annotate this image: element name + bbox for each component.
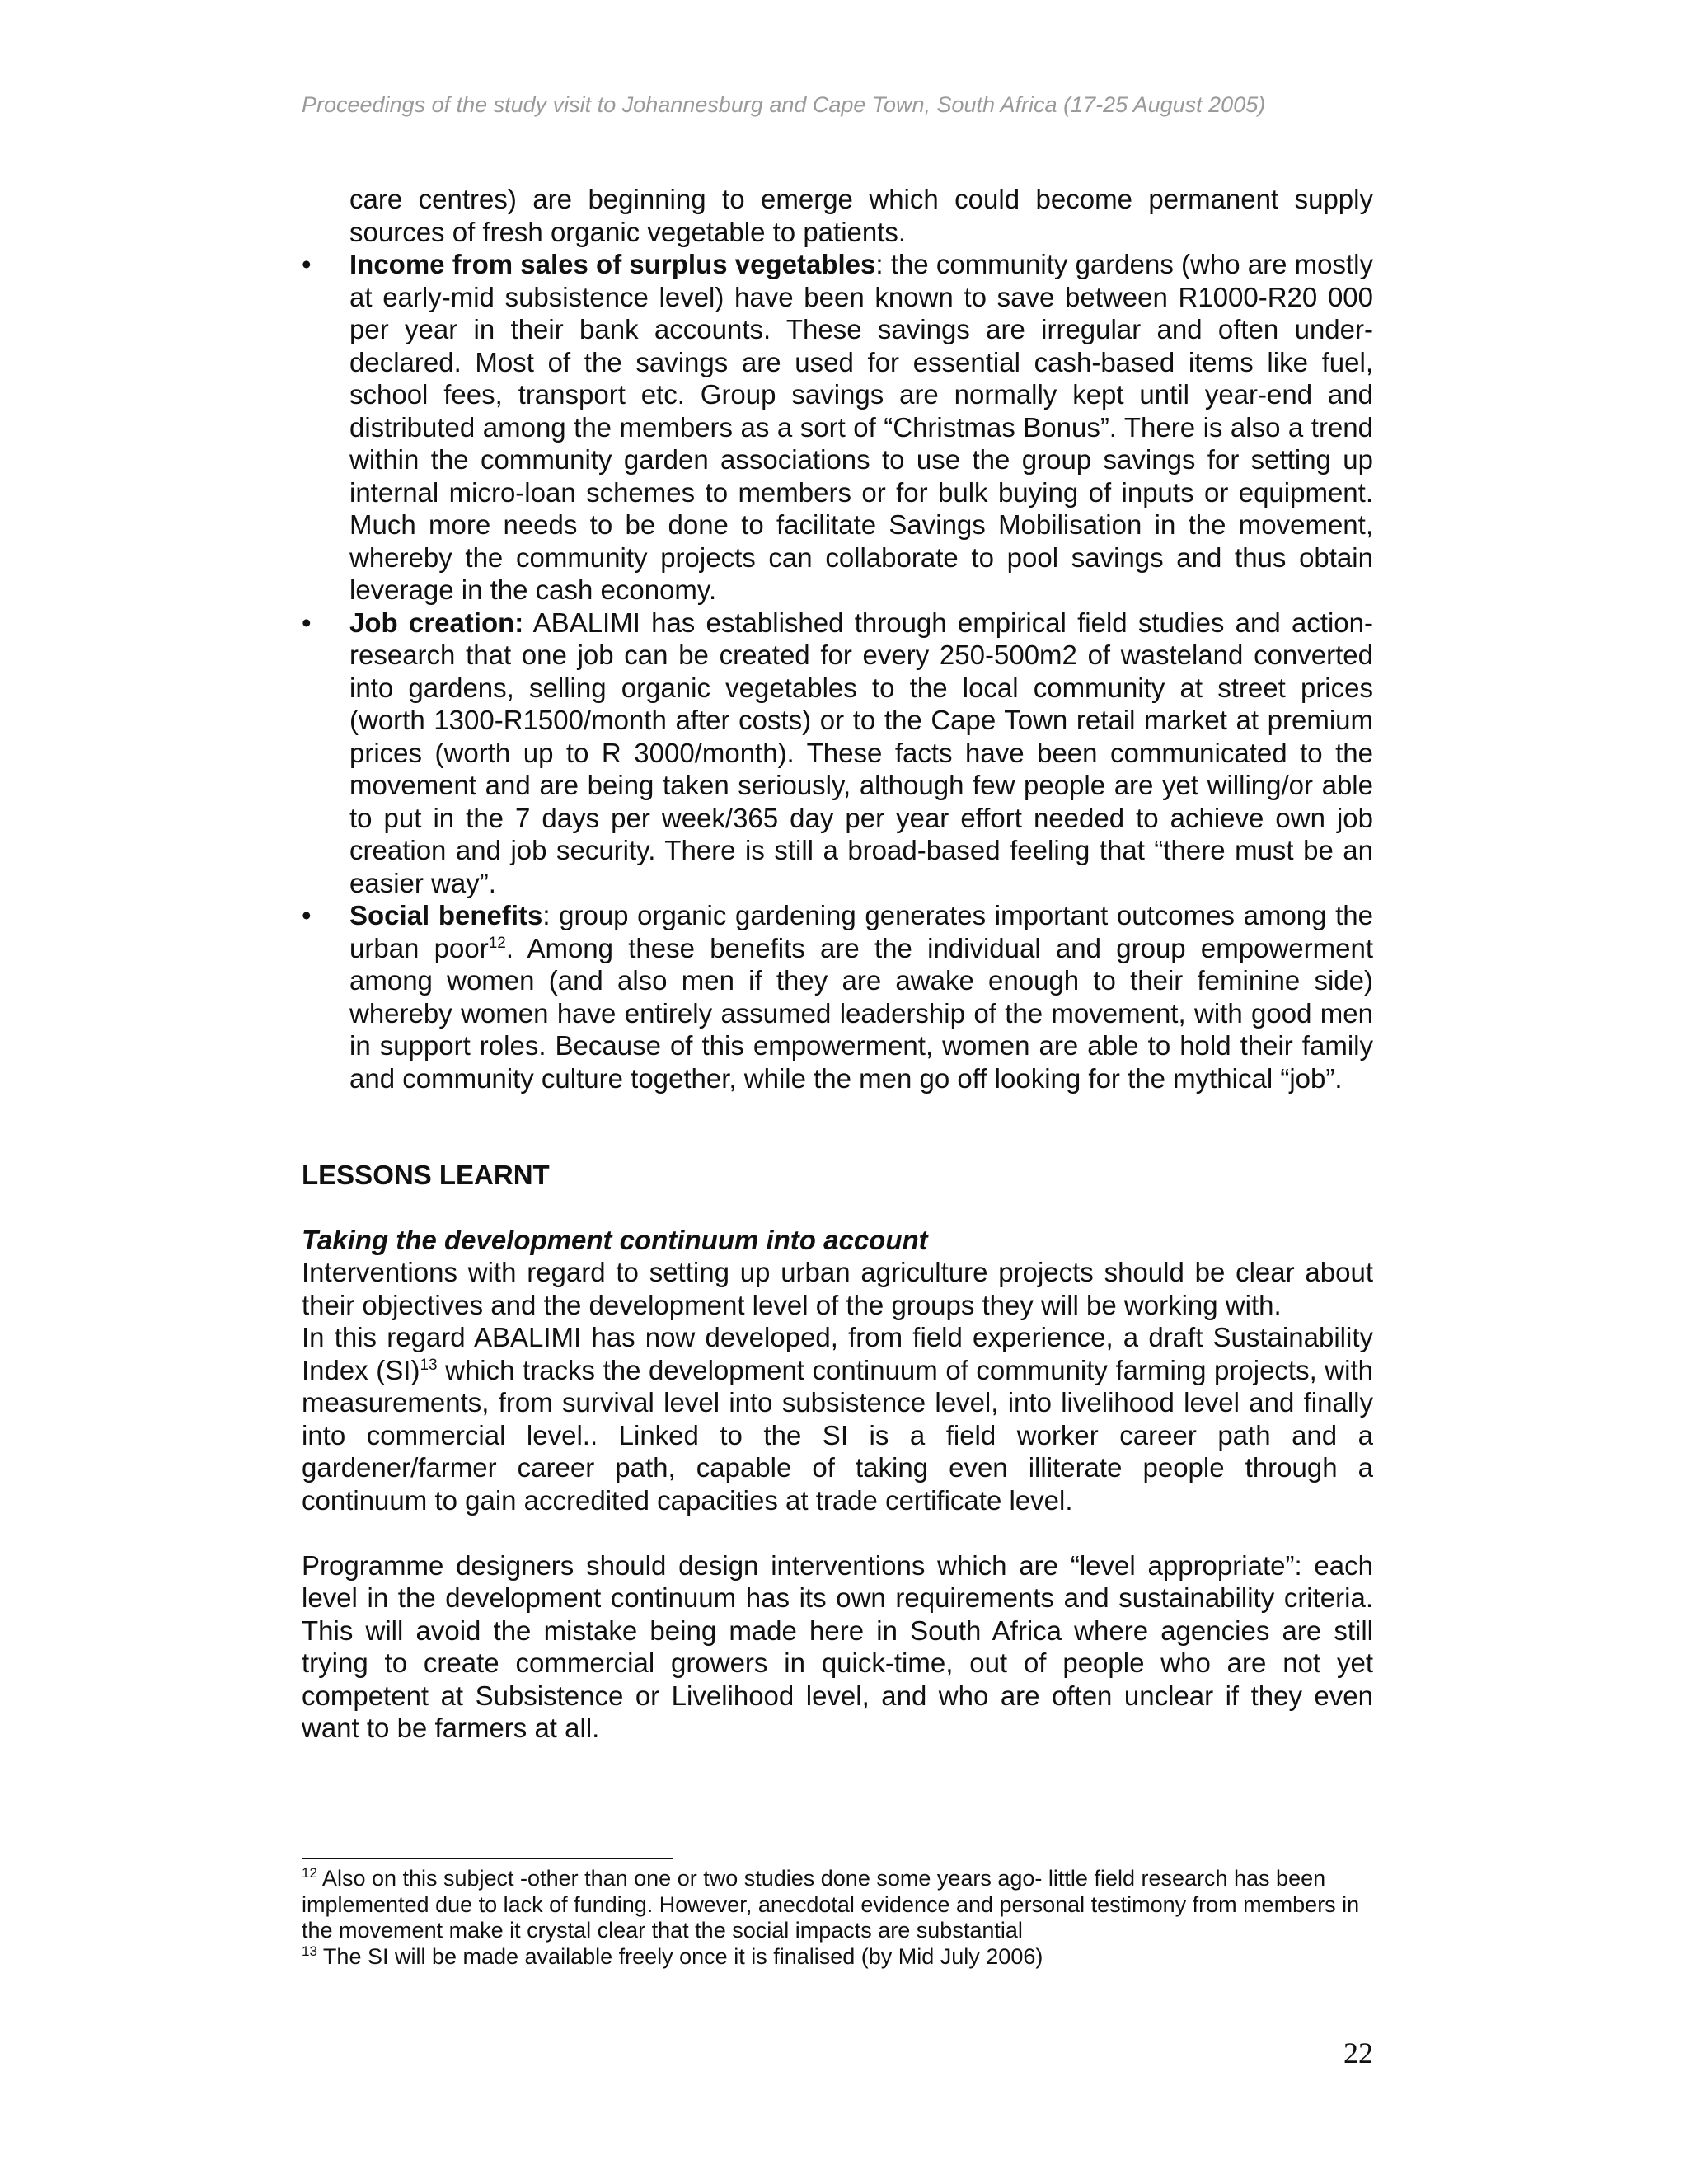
paragraph-gap xyxy=(302,1516,1373,1549)
footnote-text: The SI will be made available freely once it is finalised (by Mid July 2006) xyxy=(316,1943,1043,1969)
footnote-13 xyxy=(302,1944,1373,1971)
list-item-lead: Job creation: xyxy=(349,607,524,638)
bullet-icon: • xyxy=(302,249,312,279)
footnote-ref[interactable]: 13 xyxy=(420,1356,438,1374)
list-item-text: ABALIMI has established through empirical field studies and action-research that one job can be created for every 250-500m2 of wasteland converted into gardens, selling organic vegetables to the local community at street prices (worth 1300-R1500/month after costs) or to the Cape Town retail market at premium prices (worth up to R 3000/month). These facts have been communicated to the movement and are being taken seriously, although few people are yet willing/or able to put in the 7 days per week/365 day per year effort needed to achieve own job creation and job security. There is still a broad-based feeling that “there must be an easier way”. xyxy=(349,607,1373,898)
running-header: Proceedings of the study visit to Johannesburg and Cape Town, South Africa (17-25 August 2005) xyxy=(302,92,1266,117)
subheading: Taking the development continuum into account xyxy=(302,1224,928,1255)
body-content xyxy=(302,183,1373,1745)
continued-paragraph: care centres) are beginning to emerge which could become permanent supply sources of fresh organic vegetable to patients. xyxy=(349,184,1373,247)
list-item-income xyxy=(302,248,1373,607)
list-item-text-cont: . Among these benefits are the individual and group empowerment among women (and also men if they are awake enough to their feminine side) whereby women have entirely assumed leadership of the movement, with good men in support roles. Because of this empowerment, women are able to hold their family and community culture together, while the men go off looking for the mythical “job”. xyxy=(349,932,1373,1094)
list-item-social-benefits xyxy=(302,899,1373,1094)
footnote-number: 12 xyxy=(302,1865,317,1881)
footnote-separator xyxy=(302,1858,673,1859)
footnotes xyxy=(302,1866,1373,1970)
paragraph-sustainability-index xyxy=(302,1321,1373,1516)
footnote-12 xyxy=(302,1866,1373,1944)
list-item-lead: Income from sales of surplus vegetables xyxy=(349,249,876,279)
paragraph-text: In this regard ABALIMI has now developed, from field experience, a draft Sustainability Index (SI) xyxy=(302,1322,1373,1385)
paragraph-text-cont: which tracks the development continuum of community farming projects, with measurements, from survival level into subsistence level, into livelihood level and finally into commercial level.. Linked to the SI is a field worker career path and a gardener/farmer career path, capable of taking even illiterate people through a continuum to gain accredited capacities at trade certificate level. xyxy=(302,1354,1373,1516)
list-item-text: : the community gardens (who are mostly at early-mid subsistence level) have been known to save between R1000-R20 000 per year in their bank accounts. These savings are irregular and often under-declared. Most of the savings are used for essential cash-based items like fuel, school fees, transport etc. Group savings are normally kept until year-end and distributed among the members as a sort of “Christmas Bonus”. There is also a trend within the community garden associations to use the group savings for setting up internal micro-loan schemes to members or for bulk buying of inputs or equipment. Much more needs to be done to facilitate Savings Mobilisation in the movement, whereby the community projects can collaborate to pool savings and thus obtain leverage in the cash economy. xyxy=(349,249,1373,605)
footnote-number: 13 xyxy=(302,1943,317,1959)
list-item-lead: Social benefits xyxy=(349,900,543,930)
section-heading: LESSONS LEARNT xyxy=(302,1160,550,1190)
paragraph-programme-designers: Programme designers should design interventions which are “level appropriate”: each level in the development continuum has its own requirements and sustainability criteria. This will avoid the mistake being made here in South Africa where agencies are still trying to create commercial growers in quick-time, out of people who are not yet competent at Subsistence or Livelihood level, and who are often unclear if they even want to be farmers at all. xyxy=(302,1549,1373,1743)
bullet-icon: • xyxy=(302,900,312,930)
page-number: 22 xyxy=(1343,2036,1373,2069)
footnote-text: Also on this subject -other than one or two studies done some years ago- little field research has been implemented due to lack of funding. However, anecdotal evidence and personal testimony from members in the movement make it crystal clear that the social impacts are substantial xyxy=(302,1866,1360,1943)
paragraph-interventions: Interventions with regard to setting up urban agriculture projects should be clear about their objectives and the development level of the groups they will be working with. xyxy=(302,1257,1373,1320)
bullet-icon: • xyxy=(302,607,312,638)
list-item-text: : group organic gardening generates important outcomes among the urban poor xyxy=(349,900,1373,963)
list-item-job-creation xyxy=(302,607,1373,900)
footnote-ref[interactable]: 12 xyxy=(488,934,506,952)
benefits-list xyxy=(302,248,1373,1094)
